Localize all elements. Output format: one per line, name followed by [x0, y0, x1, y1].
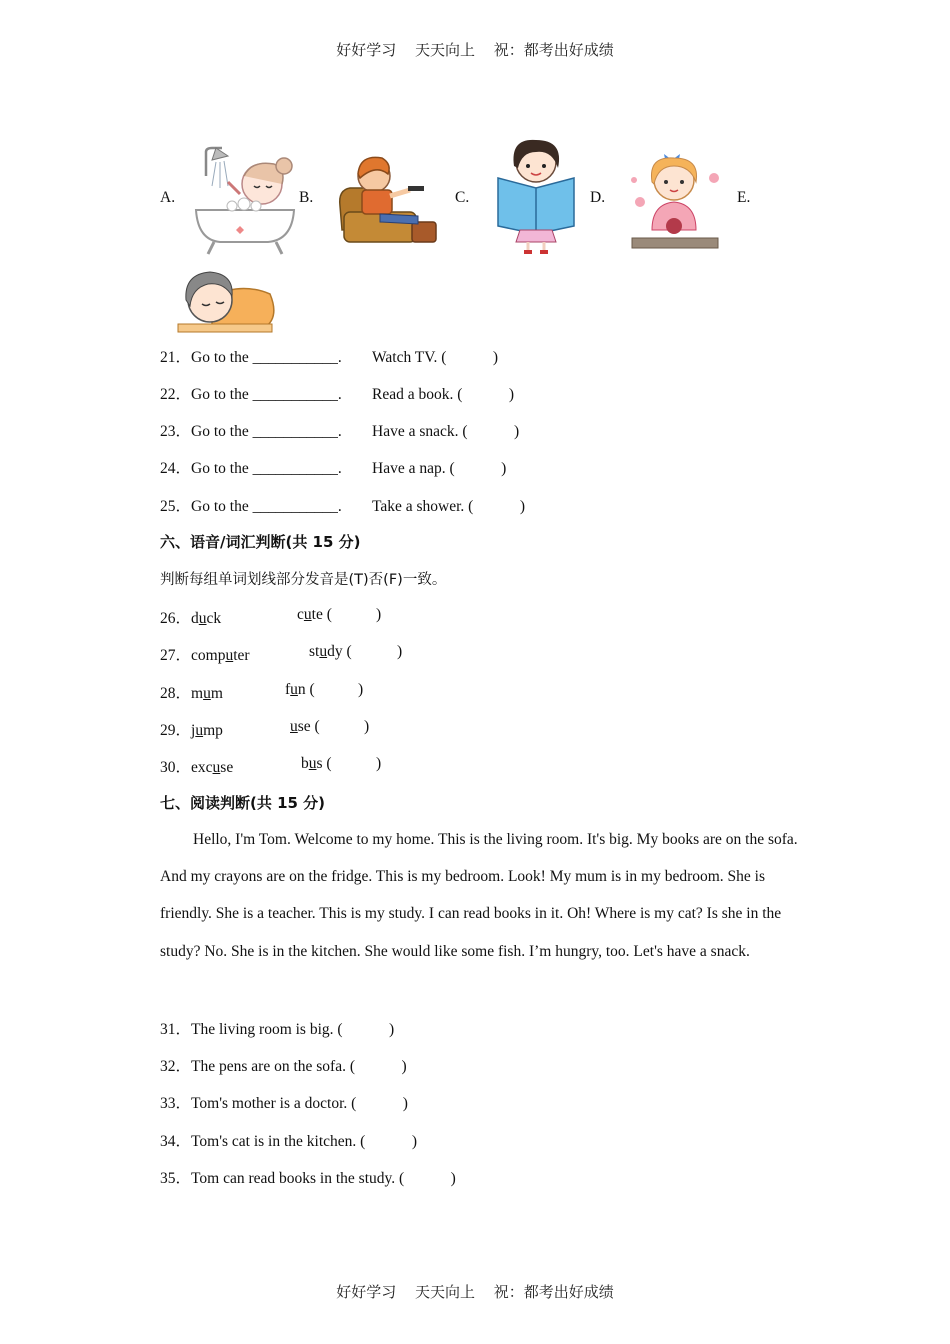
header-text-2: 天天向上	[414, 41, 475, 59]
list-item: 28．mum	[160, 685, 223, 702]
list-item: 33．Tom's mother is a doctor. ( )	[160, 1095, 408, 1112]
question-right: Have a nap. ( )	[372, 460, 507, 477]
list-item	[160, 382, 342, 404]
list-item: 34．Tom's cat is in the kitchen. ( )	[160, 1133, 417, 1150]
nap-icon	[172, 266, 278, 334]
question-number: 25．	[160, 498, 192, 515]
footer-text-1: 好好学习	[336, 1283, 397, 1301]
list-item: study (	[309, 643, 352, 660]
footer-text-3: 祝：都考出好成绩	[493, 1283, 614, 1301]
question-number: 21．	[160, 349, 192, 366]
question-right: Watch TV. ( )	[372, 349, 499, 366]
list-item: cute (	[297, 606, 332, 623]
header-text-3: 祝：都考出好成绩	[493, 41, 614, 59]
picture-letter-b: B.	[299, 189, 314, 206]
picture-letter-c: C.	[455, 189, 470, 206]
list-item: fun (	[285, 681, 315, 698]
section-7-title: 七、阅读判断(共 15 分)	[160, 794, 326, 812]
bath-icon	[192, 146, 298, 258]
question-left: Go to the ___________.	[191, 386, 342, 403]
reading-book-icon	[494, 138, 578, 258]
page-footer	[0, 1281, 950, 1302]
list-item: bus (	[301, 755, 332, 772]
header-text-1: 好好学习	[336, 41, 397, 59]
list-item: 26．duck	[160, 610, 222, 627]
question-number: 23．	[160, 423, 192, 440]
picture-letter-d: D.	[590, 189, 606, 206]
question-left: Go to the ___________.	[191, 498, 342, 515]
question-number: 24．	[160, 460, 192, 477]
question-left: Go to the ___________.	[191, 460, 342, 477]
question-left: Go to the ___________.	[191, 349, 342, 366]
snack-icon	[626, 146, 724, 258]
question-right: Take a shower. ( )	[372, 498, 526, 515]
section-6-title: 六、语音/词汇判断(共 15 分)	[160, 533, 361, 551]
list-item: 31．The living room is big. ( )	[160, 1021, 395, 1038]
list-item: 29．jump	[160, 722, 223, 739]
picture-letter-e: E.	[737, 189, 751, 206]
footer-text-2: 天天向上	[414, 1283, 475, 1301]
list-item: 32．The pens are on the sofa. ( )	[160, 1058, 407, 1075]
list-item: 35．Tom can read books in the study. ( )	[160, 1170, 456, 1187]
list-item: use (	[290, 718, 320, 735]
question-number: 22．	[160, 386, 192, 403]
picture-letter-a: A.	[160, 189, 176, 206]
question-right: Have a snack. ( )	[372, 423, 520, 440]
watching-tv-icon	[330, 150, 440, 250]
list-item: 27．computer	[160, 647, 250, 664]
section-6-instruction: 判断每组单词划线部分发音是(T)否(F)一致。	[160, 572, 447, 588]
list-item: 30．excuse	[160, 759, 234, 776]
list-item	[160, 494, 342, 516]
list-item	[160, 419, 342, 441]
list-item	[160, 456, 342, 478]
list-item	[160, 345, 342, 367]
question-left: Go to the ___________.	[191, 423, 342, 440]
reading-passage: Hello, I'm Tom. Welcome to my home. This is the living room. It's big. My books are on the sofa. And my crayons are on the fridge. This is my bedroom. Look! My mum is in my bedroom. She is friendly. She is a teacher. This is my study. I can read books in it. Oh! Where is my cat? Is she in the study? No. She is in the kitchen. She would like some fish. I’m hungry, too. Let's have a snack.	[160, 831, 798, 960]
page-header	[0, 39, 950, 60]
question-right: Read a book. ( )	[372, 386, 515, 403]
